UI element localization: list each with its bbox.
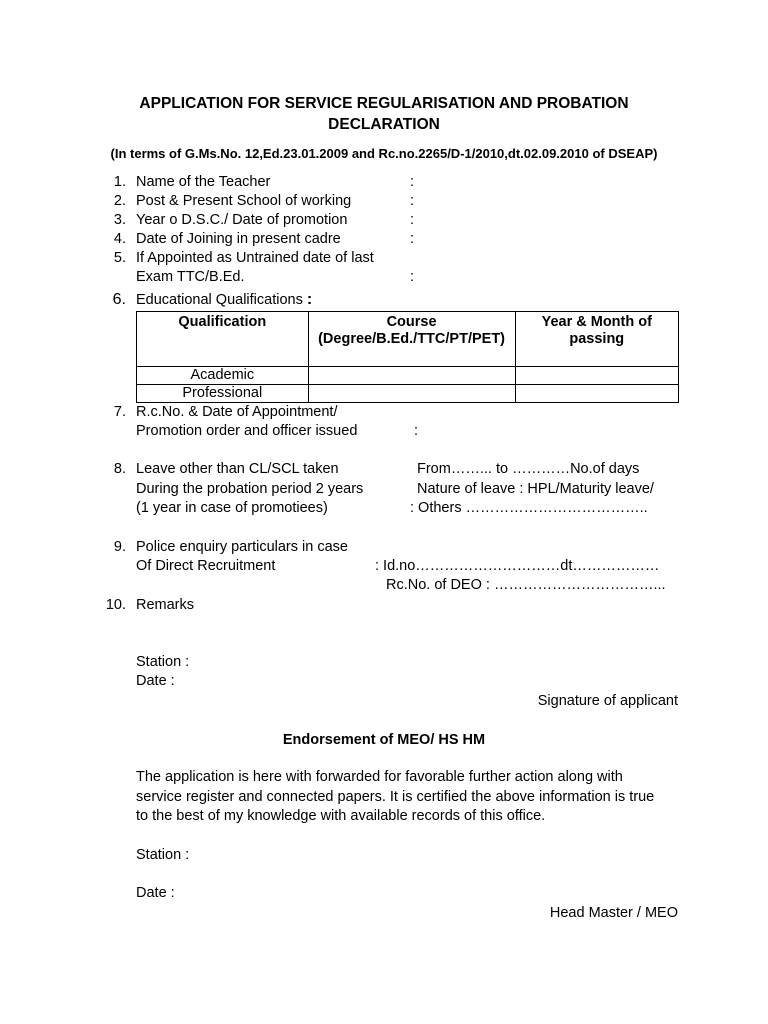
applicant-signature: Signature of applicant [537, 693, 678, 709]
form-title: APPLICATION FOR SERVICE REGULARISATION AND PROBATION [139, 95, 629, 112]
police-enquiry-label: Police enquiry particulars in case [136, 539, 348, 555]
direct-recruitment-label: Of Direct Recruitment [136, 558, 276, 574]
item-number: 6. [112, 291, 126, 308]
leave-label-line3: (1 year in case of promotiees) [136, 500, 328, 516]
item-number: 9. [113, 539, 126, 555]
id-no-field: : Id.no…………………………dt……………… [375, 558, 660, 574]
form-title-line2: DECLARATION [328, 116, 440, 133]
item-label-school: Post & Present School of working [136, 193, 352, 209]
cell-academic-course[interactable] [308, 367, 515, 385]
leave-others: : Others ……………………………….. [410, 500, 648, 516]
item-number: 1. [113, 174, 126, 190]
item-number: 2. [113, 193, 126, 209]
item-colon: : [410, 212, 415, 228]
item-number: 7. [113, 404, 126, 420]
endorsement-line3: to the best of my knowledge with available records of this office. [136, 808, 546, 824]
remarks-label: Remarks [136, 597, 195, 613]
applicant-date: Date : [136, 673, 175, 689]
row-label-professional: Professional [137, 385, 309, 403]
header-year-month: Year & Month of passing [515, 312, 678, 367]
table-row [137, 367, 679, 385]
endorsement-station: Station : [136, 847, 190, 863]
endorsement-signatory: Head Master / MEO [549, 905, 678, 921]
deo-rc-no-field: Rc.No. of DEO : ……………………………... [386, 577, 666, 593]
leave-label-line2: During the probation period 2 years [136, 481, 364, 497]
qualifications-label: Educational Qualifications [136, 292, 303, 308]
table-header-row [137, 312, 679, 367]
reference-line: (In terms of G.Ms.No. 12,Ed.23.01.2009 and Rc.no.2265/D-1/2010,dt.02.09.2010 of DSEAP) [110, 146, 658, 161]
header-course: Course (Degree/B.Ed./TTC/PT/PET) [308, 312, 515, 367]
cell-academic-year[interactable] [515, 367, 678, 385]
item-colon: : [306, 291, 313, 308]
item-number: 10. [105, 597, 126, 613]
item-colon: : [414, 423, 419, 439]
item-label-promotion-order: Promotion order and officer issued [136, 423, 358, 439]
item-colon: : [410, 231, 415, 247]
item-label-untrained: If Appointed as Untrained date of last [136, 250, 374, 266]
qualifications-table [136, 311, 679, 403]
item-label-joining-date: Date of Joining in present cadre [136, 231, 341, 247]
item-colon: : [410, 174, 415, 190]
item-label-untrained-line2: Exam TTC/B.Ed. [136, 269, 245, 285]
item-colon: : [410, 269, 415, 285]
item-label-teacher-name: Name of the Teacher [136, 174, 271, 190]
applicant-station: Station : [136, 654, 190, 670]
endorsement-heading: Endorsement of MEO/ HS HM [282, 732, 486, 748]
leave-nature: Nature of leave : HPL/Maturity leave/ [417, 481, 654, 497]
header-qualification: Qualification [137, 312, 309, 367]
item-label-appointment: R.c.No. & Date of Appointment/ [136, 404, 338, 420]
row-label-academic: Academic [137, 367, 309, 385]
item-number: 3. [113, 212, 126, 228]
leave-from-to: From……... to …………No.of days [417, 461, 640, 477]
item-colon: : [410, 193, 415, 209]
endorsement-line1: The application is here with forwarded for favorable further action along with [136, 769, 623, 785]
item-label-qualifications [136, 290, 312, 310]
item-number: 4. [113, 231, 126, 247]
cell-professional-year[interactable] [515, 385, 678, 403]
item-number: 5. [113, 250, 126, 266]
item-number: 8. [113, 461, 126, 477]
table-row [137, 385, 679, 403]
endorsement-date: Date : [136, 885, 175, 901]
item-label-dsc-year: Year o D.S.C./ Date of promotion [136, 212, 348, 228]
leave-label-line1: Leave other than CL/SCL taken [136, 461, 339, 477]
cell-professional-course[interactable] [308, 385, 515, 403]
endorsement-line2: service register and connected papers. It is certified the above information is true [136, 789, 655, 805]
